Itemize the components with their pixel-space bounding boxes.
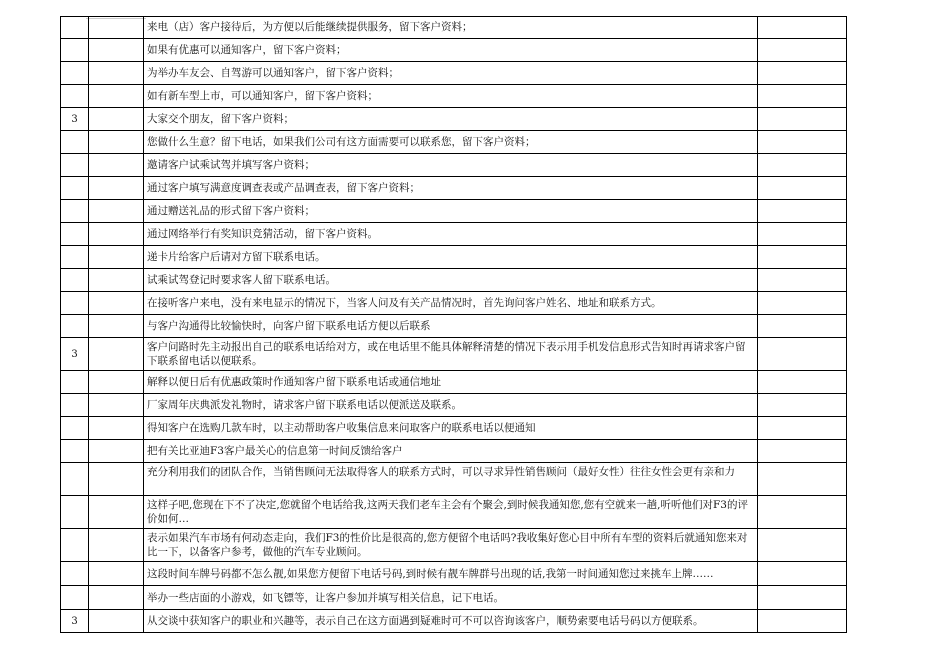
notes-cell[interactable] (757, 62, 847, 85)
row-number-cell[interactable] (60, 16, 88, 39)
description-cell[interactable]: 厂家周年庆典派发礼物时，请求客户留下联系电话以便派送及联系。 (143, 394, 757, 417)
table-row (60, 463, 847, 496)
description-cell[interactable]: 递卡片给客户后请对方留下联系电话。 (143, 246, 757, 269)
row-number-cell[interactable] (60, 39, 88, 62)
notes-cell[interactable] (757, 610, 847, 633)
row-number-cell[interactable] (60, 417, 88, 440)
table-row (60, 417, 847, 440)
row-number-cell[interactable] (60, 62, 88, 85)
notes-cell[interactable] (757, 292, 847, 315)
table-row (60, 610, 847, 633)
description-cell[interactable]: 从交谈中获知客户的职业和兴趣等，表示自己在这方面遇到疑难时可不可以咨询该客户，顺势索要电话号码以方便联系。 (143, 610, 757, 633)
row-number-cell[interactable] (60, 562, 88, 586)
row-number-cell[interactable] (60, 292, 88, 315)
description-cell[interactable]: 得知客户在选购几款车时，以主动帮助客户收集信息来问取客户的联系电话以便通知 (143, 417, 757, 440)
description-cell[interactable]: 通过网络举行有奖知识竞猜活动，留下客户资料。 (143, 223, 757, 246)
description-cell[interactable]: 这段时间车牌号码都不怎么靓,如果您方便留下电话号码,到时候有靓车牌群号出现的话,我第一时间通知您过来挑车上牌…… (143, 562, 757, 586)
description-cell[interactable]: 解释以便日后有优惠政策时作通知客户留下联系电话或通信地址 (143, 371, 757, 394)
notes-cell[interactable] (757, 417, 847, 440)
notes-cell[interactable] (757, 177, 847, 200)
description-cell[interactable]: 举办一些店面的小游戏，如飞镖等，让客户参加并填写相关信息，记下电话。 (143, 586, 757, 610)
description-cell[interactable]: 这样子吧,您现在下不了决定,您就留个电话给我,这两天我们老车主会有个聚会,到时候我通知您,您有空就来一趟,听听他们对F3的评价如何… (143, 496, 757, 529)
empty-cell[interactable] (88, 177, 143, 200)
row-number-cell[interactable] (60, 246, 88, 269)
description-cell[interactable]: 充分利用我们的团队合作，当销售顾问无法取得客人的联系方式时，可以寻求异性销售顾问（最好女性）往往女性会更有亲和力 (143, 463, 757, 496)
table-row (60, 85, 847, 108)
description-cell[interactable]: 通过赠送礼品的形式留下客户资料； (143, 200, 757, 223)
empty-cell[interactable] (88, 85, 143, 108)
row-number-cell[interactable] (60, 586, 88, 610)
notes-cell[interactable] (757, 39, 847, 62)
description-cell[interactable]: 把有关比亚迪F3客户最关心的信息第一时间反馈给客户 (143, 440, 757, 463)
row-number-cell[interactable] (60, 85, 88, 108)
table-row (60, 496, 847, 529)
empty-cell[interactable] (88, 246, 143, 269)
empty-cell[interactable] (88, 16, 143, 39)
table-row (60, 394, 847, 417)
row-number-cell[interactable] (60, 223, 88, 246)
empty-cell[interactable] (88, 62, 143, 85)
row-number-cell[interactable]: 3 (60, 338, 88, 371)
description-cell[interactable]: 您做什么生意？留下电话，如果我们公司有这方面需要可以联系您，留下客户资料； (143, 131, 757, 154)
row-number-cell[interactable]: 3 (60, 610, 88, 633)
description-cell[interactable]: 如果有优惠可以通知客户，留下客户资料； (143, 39, 757, 62)
description-cell[interactable]: 来电（店）客户接待后，为方便以后能继续提供服务，留下客户资料； (143, 16, 757, 39)
notes-cell[interactable] (757, 16, 847, 39)
table-row (60, 269, 847, 292)
notes-cell[interactable] (757, 154, 847, 177)
empty-cell[interactable] (88, 371, 143, 394)
empty-cell[interactable] (88, 39, 143, 62)
description-cell[interactable]: 表示如果汽车市场有何动态走向，我们F3的性价比是很高的,您方便留个电话吗?我收集好您心目中所有车型的资料后就通知您来对比一下，以备客户参考，做他的汽车专业顾问。 (143, 529, 757, 562)
table-row (60, 562, 847, 586)
empty-cell[interactable] (88, 562, 143, 586)
notes-cell[interactable] (757, 463, 847, 496)
row-number-cell[interactable] (60, 394, 88, 417)
empty-cell[interactable] (88, 131, 143, 154)
row-number-cell[interactable]: 3 (60, 108, 88, 131)
description-cell[interactable]: 如有新车型上市，可以通知客户，留下客户资料； (143, 85, 757, 108)
table-row (60, 62, 847, 85)
notes-cell[interactable] (757, 394, 847, 417)
row-number-cell[interactable] (60, 463, 88, 496)
empty-cell[interactable] (88, 394, 143, 417)
notes-cell[interactable] (757, 562, 847, 586)
row-number-cell[interactable] (60, 131, 88, 154)
empty-cell[interactable] (88, 440, 143, 463)
table-row (60, 246, 847, 269)
table-row (60, 177, 847, 200)
empty-cell[interactable] (88, 338, 143, 371)
description-cell[interactable]: 试乘试驾登记时要求客人留下联系电话。 (143, 269, 757, 292)
empty-cell[interactable] (88, 463, 143, 496)
empty-cell[interactable] (88, 200, 143, 223)
table-row (60, 223, 847, 246)
notes-cell[interactable] (757, 440, 847, 463)
notes-cell[interactable] (757, 496, 847, 529)
notes-cell[interactable] (757, 223, 847, 246)
notes-cell[interactable] (757, 246, 847, 269)
empty-cell[interactable] (88, 586, 143, 610)
table-row (60, 371, 847, 394)
row-number-cell[interactable] (60, 269, 88, 292)
empty-cell[interactable] (88, 417, 143, 440)
notes-cell[interactable] (757, 529, 847, 562)
notes-cell[interactable] (757, 338, 847, 371)
description-cell[interactable]: 客户问路时先主动报出自己的联系电话给对方，或在电话里不能具体解释清楚的情况下表示用手机发信息形式告知时再请求客户留下联系留电话以便联系。 (143, 338, 757, 371)
notes-cell[interactable] (757, 315, 847, 338)
empty-cell[interactable] (88, 315, 143, 338)
notes-cell[interactable] (757, 85, 847, 108)
empty-cell[interactable] (88, 223, 143, 246)
empty-cell[interactable] (88, 529, 143, 562)
empty-cell[interactable] (88, 269, 143, 292)
table-row (60, 200, 847, 223)
table-row (60, 586, 847, 610)
table-row (60, 315, 847, 338)
row-number-cell[interactable] (60, 440, 88, 463)
description-cell[interactable]: 在接听客户来电，没有来电显示的情况下，当客人问及有关产品情况时，首先询问客户姓名、地址和联系方式。 (143, 292, 757, 315)
notes-cell[interactable] (757, 371, 847, 394)
empty-cell[interactable] (88, 610, 143, 633)
notes-cell[interactable] (757, 108, 847, 131)
table-row (60, 154, 847, 177)
table-row (60, 131, 847, 154)
notes-cell[interactable] (757, 131, 847, 154)
row-number-cell[interactable] (60, 529, 88, 562)
table-row (60, 529, 847, 562)
description-cell[interactable]: 与客户沟通得比较愉快时，向客户留下联系电话方便以后联系 (143, 315, 757, 338)
empty-cell[interactable] (88, 154, 143, 177)
table-row (60, 108, 847, 131)
empty-cell[interactable] (88, 108, 143, 131)
row-number-cell[interactable] (60, 154, 88, 177)
table-row (60, 39, 847, 62)
row-number-cell[interactable] (60, 496, 88, 529)
row-number-cell[interactable] (60, 200, 88, 223)
table-row (60, 292, 847, 315)
empty-cell[interactable] (88, 292, 143, 315)
empty-cell[interactable] (88, 496, 143, 529)
description-cell[interactable]: 为举办车友会、自驾游可以通知客户，留下客户资料； (143, 62, 757, 85)
notes-cell[interactable] (757, 200, 847, 223)
row-number-cell[interactable] (60, 177, 88, 200)
description-cell[interactable]: 邀请客户试乘试驾并填写客户资料； (143, 154, 757, 177)
row-number-cell[interactable] (60, 315, 88, 338)
description-cell[interactable]: 大家交个朋友，留下客户资料； (143, 108, 757, 131)
table-row (60, 440, 847, 463)
notes-cell[interactable] (757, 586, 847, 610)
notes-cell[interactable] (757, 269, 847, 292)
table-row (60, 16, 847, 39)
row-number-cell[interactable] (60, 371, 88, 394)
table-row (60, 338, 847, 371)
description-cell[interactable]: 通过客户填写满意度调查表或产品调查表，留下客户资料； (143, 177, 757, 200)
